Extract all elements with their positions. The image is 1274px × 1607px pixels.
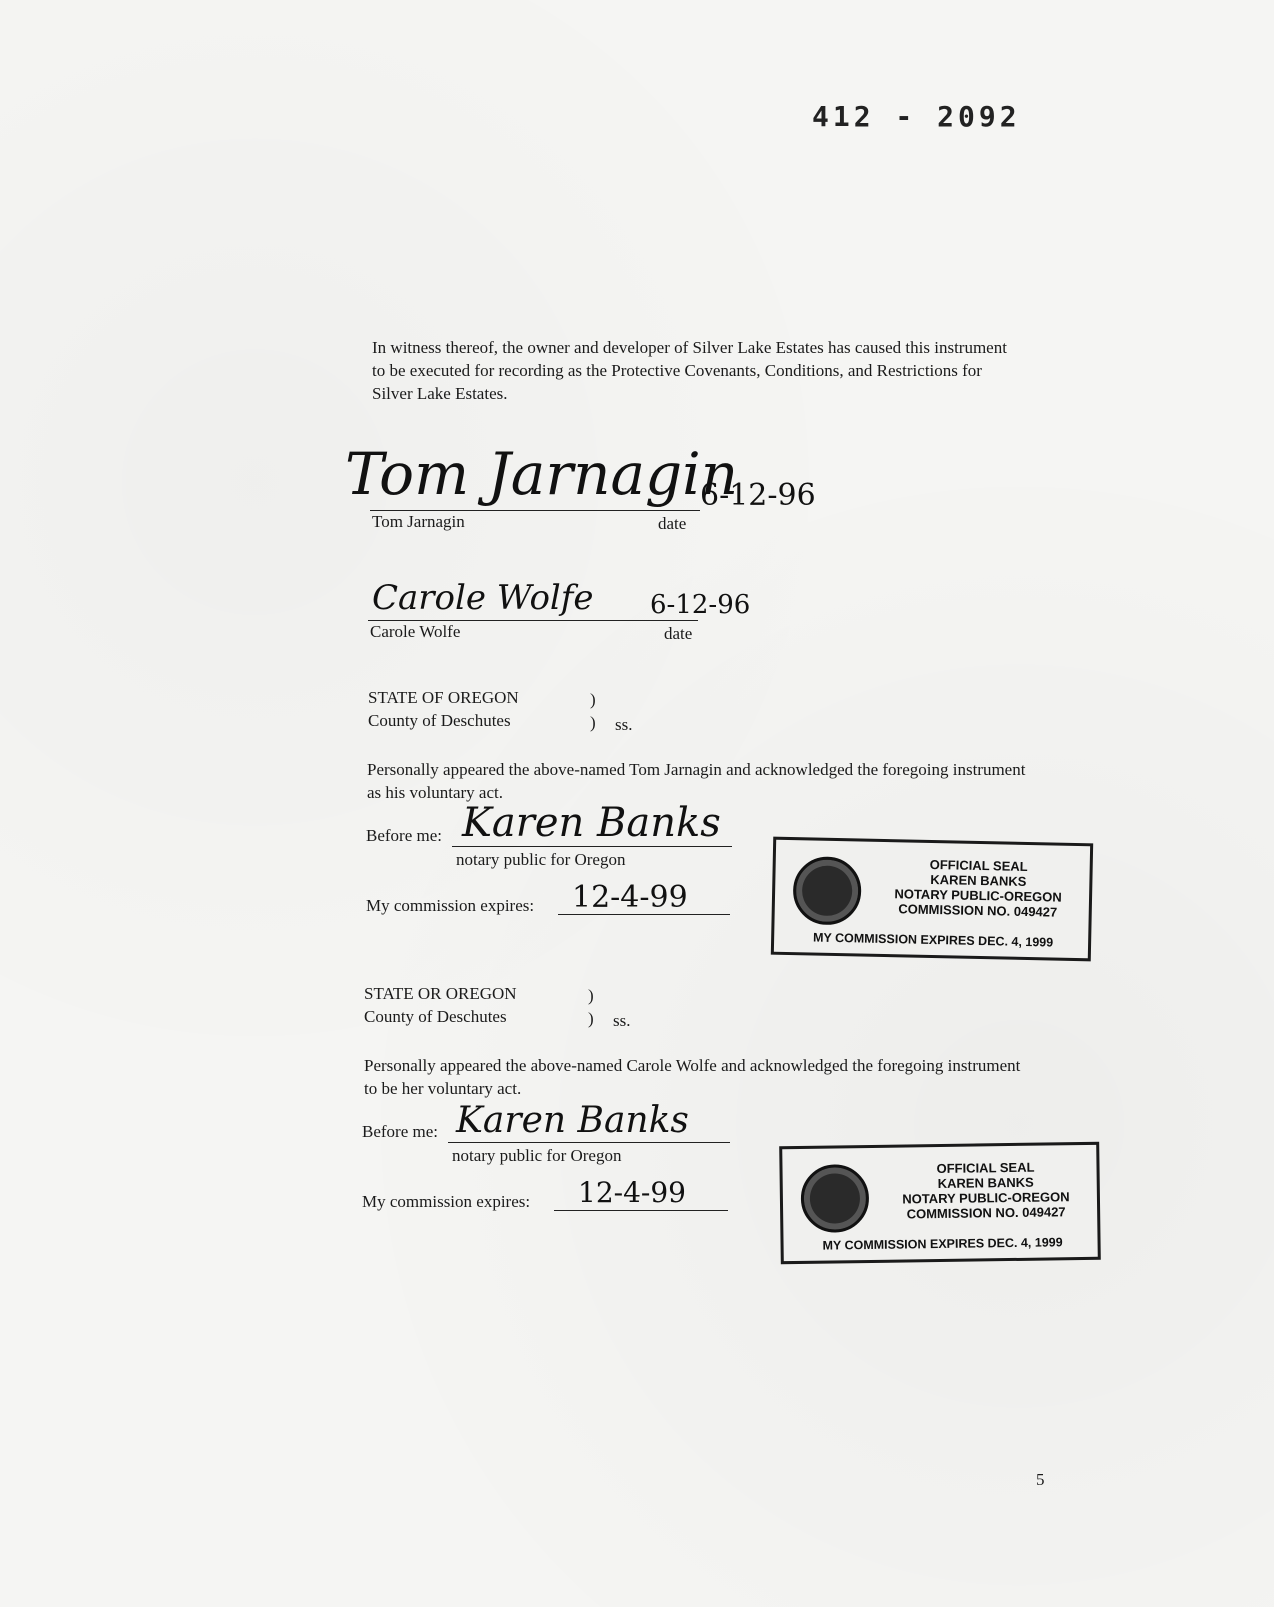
state-line: STATE OF OREGON	[368, 688, 519, 707]
date-label: date	[664, 624, 693, 643]
signature-line	[370, 510, 700, 511]
notary-seal-stamp	[779, 1142, 1101, 1264]
seal-line: COMMISSION NO. 049427	[906, 1204, 1066, 1222]
county-line: County of Deschutes	[368, 711, 511, 730]
notary-signature: Karen Banks	[462, 800, 721, 846]
page-number: 5	[1036, 1470, 1045, 1489]
notary-signature-line	[448, 1142, 730, 1143]
seal-line: OFFICIAL SEAL	[936, 1159, 1035, 1177]
state-line: STATE OR OREGON	[364, 984, 517, 1003]
handwritten-date: 6-12-96	[700, 478, 816, 513]
paren: )	[590, 713, 596, 732]
notary-title: notary public for Oregon	[452, 1146, 622, 1165]
notary-signature: Karen Banks	[456, 1100, 689, 1141]
seal-line: MY COMMISSION EXPIRES DEC. 4, 1999	[822, 1235, 1063, 1253]
notary-signature-line	[452, 846, 732, 847]
state-seal-emblem-icon	[792, 856, 861, 925]
ss-mark: ss.	[615, 715, 633, 734]
recording-number: 412 - 2092	[812, 100, 1021, 133]
commission-line	[554, 1210, 728, 1211]
before-me-label: Before me:	[366, 826, 442, 845]
acknowledgment-statement: Personally appeared the above-named Carole Wolfe and acknowledged the foregoing instrument to be her voluntary act.	[364, 1056, 1021, 1098]
handwritten-signature: Carole Wolfe	[372, 578, 594, 618]
commission-date: 12-4-99	[578, 1176, 686, 1209]
commission-label: My commission expires:	[362, 1192, 531, 1211]
handwritten-date: 6-12-96	[650, 590, 751, 620]
commission-label: My commission expires:	[366, 896, 535, 915]
paren: )	[588, 1009, 594, 1028]
paren: )	[590, 690, 596, 709]
seal-line: NOTARY PUBLIC-OREGON	[902, 1189, 1070, 1207]
paren: )	[588, 986, 594, 1005]
before-me-label: Before me:	[362, 1122, 438, 1141]
acknowledgment-statement: Personally appeared the above-named Tom Jarnagin and acknowledged the foregoing instrument as his voluntary act.	[367, 760, 1026, 802]
county-line: County of Deschutes	[364, 1007, 507, 1026]
seal-line: NOTARY PUBLIC-OREGON	[894, 886, 1062, 905]
seal-line: KAREN BANKS	[937, 1174, 1034, 1192]
intro-paragraph: In witness thereof, the owner and developer of Silver Lake Estates has caused this instrument to be executed for recording as the Protective Covenants, Conditions, and Restrictions for Silver Lake Estates.	[372, 338, 1007, 403]
ss-mark: ss.	[613, 1011, 631, 1030]
seal-line: OFFICIAL SEAL	[929, 856, 1028, 874]
signer-name-label: Carole Wolfe	[370, 622, 461, 641]
notary-seal-stamp	[771, 837, 1093, 962]
handwritten-signature: Tom Jarnagin	[345, 440, 739, 508]
seal-line: COMMISSION NO. 049427	[898, 901, 1058, 920]
signature-line	[368, 620, 698, 621]
date-label: date	[658, 514, 687, 533]
signer-name-label: Tom Jarnagin	[372, 512, 465, 531]
seal-line: KAREN BANKS	[930, 871, 1027, 889]
notary-title: notary public for Oregon	[456, 850, 626, 869]
state-seal-emblem-icon	[800, 1164, 869, 1233]
seal-line: MY COMMISSION EXPIRES DEC. 4, 1999	[812, 930, 1054, 950]
commission-date: 12-4-99	[572, 880, 688, 915]
